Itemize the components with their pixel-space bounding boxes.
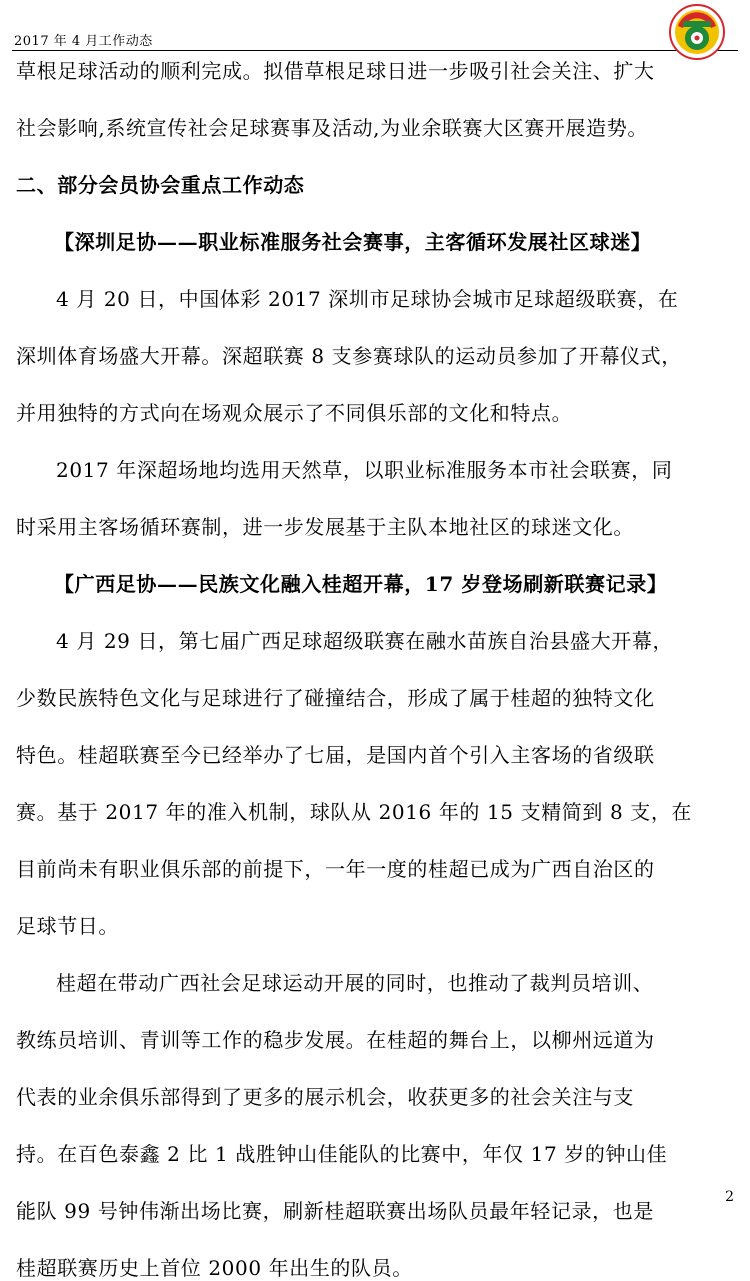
text-line: 代表的业余俱乐部得到了更多的展示机会，收获更多的社会关注与支 <box>16 1085 634 1109</box>
text-line: 足球节日。 <box>16 914 119 938</box>
text-line: 目前尚未有职业俱乐部的前提下，一年一度的桂超已成为广西自治区的 <box>16 857 655 881</box>
text-line: 4 月 20 日，中国体彩 2017 深圳市足球协会城市足球超级联赛，在 <box>56 287 679 311</box>
text-line: 能队 99 号钟伟渐出场比赛，刷新桂超联赛出场队员最年轻记录，也是 <box>16 1199 654 1223</box>
text-line: 持。在百色泰鑫 2 比 1 战胜钟山佳能队的比赛中，年仅 17 岁的钟山佳 <box>16 1142 668 1166</box>
text-line: 特色。桂超联赛至今已经举办了七届，是国内首个引入主客场的省级联 <box>16 743 655 767</box>
cfa-emblem-icon <box>669 4 725 60</box>
text-line: 4 月 29 日，第七届广西足球超级联赛在融水苗族自治县盛大开幕， <box>56 629 674 653</box>
text-line: 2017 年深超场地均选用天然草，以职业标准服务本市社会联赛，同 <box>56 458 673 482</box>
text-line: 赛。基于 2017 年的准入机制，球队从 2016 年的 15 支精简到 8 支，在 <box>16 800 693 824</box>
document-body <box>0 58 750 1281</box>
text-line: 少数民族特色文化与足球进行了碰撞结合，形成了属于桂超的独特文化 <box>16 686 655 710</box>
text-line: 桂超联赛历史上首位 2000 年出生的队员。 <box>16 1256 413 1280</box>
subsection-heading: 【广西足协——民族文化融入桂超开幕，17 岁登场刷新联赛记录】 <box>54 572 668 596</box>
header-title: 2017 年 4 月工作动态 <box>14 34 153 49</box>
header-divider <box>12 50 738 51</box>
text-line: 桂超在带动广西社会足球运动开展的同时，也推动了裁判员培训、 <box>56 971 654 995</box>
section-heading: 二、部分会员协会重点工作动态 <box>16 173 305 197</box>
text-line: 教练员培训、青训等工作的稳步发展。在桂超的舞台上，以柳州远道为 <box>16 1028 655 1052</box>
text-line: 并用独特的方式向在场观众展示了不同俱乐部的文化和特点。 <box>16 401 573 425</box>
text-line: 时采用主客场循环赛制，进一步发展基于主队本地社区的球迷文化。 <box>16 515 634 539</box>
subsection-heading: 【深圳足协——职业标准服务社会赛事，主客循环发展社区球迷】 <box>54 230 652 254</box>
text-line: 社会影响,系统宣传社会足球赛事及活动,为业余联赛大区赛开展造势。 <box>16 116 648 140</box>
text-line: 草根足球活动的顺利完成。拟借草根足球日进一步吸引社会关注、扩大 <box>16 59 655 83</box>
text-line: 深圳体育场盛大开幕。深超联赛 8 支参赛球队的运动员参加了开幕仪式， <box>16 344 682 368</box>
page-number: 2 <box>725 1189 734 1205</box>
